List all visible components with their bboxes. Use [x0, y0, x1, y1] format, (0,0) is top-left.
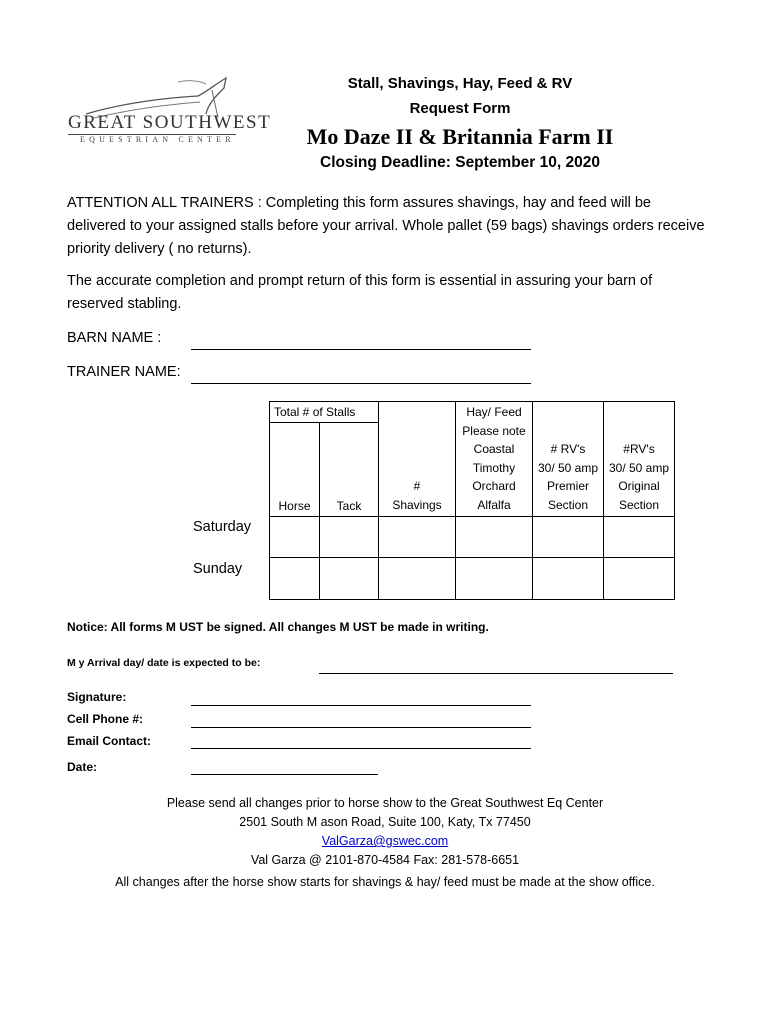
rv-premier-line-4: Section [547, 497, 589, 512]
sunday-rv-premier-cell[interactable] [533, 558, 604, 600]
saturday-tack-cell[interactable] [320, 517, 379, 558]
hay-line-2: Please note [462, 423, 526, 438]
horse-column-header: Horse [270, 423, 320, 516]
email-contact-field[interactable] [191, 748, 531, 749]
rv-premier-column-header [533, 402, 604, 517]
hay-line-1: Hay/ Feed [466, 405, 522, 419]
rv-premier-line-3: Premier [546, 479, 589, 493]
tack-column-header: Tack [336, 499, 362, 513]
logo-subtitle: EQUESTRIAN CENTER [80, 135, 235, 144]
hay-line-5: Orchard [472, 479, 516, 493]
total-stalls-label: Total # of Stalls [270, 402, 378, 423]
notice-text: Notice: All forms M UST be signed. All changes M UST be made in writing. [67, 620, 489, 634]
company-logo [66, 74, 272, 154]
rv-premier-line-1: # RV's [550, 442, 586, 456]
barn-name-field[interactable] [191, 349, 531, 350]
sunday-shavings-cell[interactable] [379, 558, 456, 600]
sunday-tack-cell[interactable] [320, 558, 379, 600]
saturday-hay-cell[interactable] [456, 517, 533, 558]
saturday-horse-cell[interactable] [270, 517, 320, 558]
table-row-sunday [270, 558, 675, 600]
footer-address: 2501 South M ason Road, Suite 100, Katy, Tx 77450 [239, 815, 531, 829]
date-label: Date: [67, 760, 98, 774]
trainer-name-label: TRAINER NAME: [67, 364, 181, 380]
saturday-rv-original-cell[interactable] [604, 517, 675, 558]
rv-original-column-header [604, 402, 675, 517]
shavings-label: Shavings [392, 497, 442, 512]
accuracy-paragraph: The accurate completion and prompt return of this form is essential in assuring your barn of reserved stabling. [67, 273, 653, 312]
footer-phone-fax: Val Garza @ 2101-870-4584 Fax: 281-578-6651 [250, 853, 520, 867]
rv-original-line-2: 30/ 50 amp [608, 460, 670, 475]
form-title-line1: Stall, Shavings, Hay, Feed & RV [347, 75, 573, 92]
hay-line-3: Coastal [473, 442, 515, 456]
rv-original-line-1: #RV's [623, 442, 655, 456]
arrival-label: M y Arrival day/ date is expected to be: [67, 657, 261, 669]
event-name: Mo Daze II & Britannia Farm II [306, 124, 614, 149]
sunday-rv-original-cell[interactable] [604, 558, 675, 600]
shavings-hash: # [413, 479, 421, 493]
email-contact-label: Email Contact: [67, 734, 152, 748]
logo-name: GREAT SOUTHWEST [68, 112, 272, 133]
signature-field[interactable] [191, 705, 531, 706]
total-stalls-header [270, 402, 379, 517]
barn-name-label: BARN NAME : [67, 330, 162, 346]
attention-paragraph: ATTENTION ALL TRAINERS : Completing this form assures shavings, hay and feed will be delivered to your assigned stalls before your arrival. Whole pallet (59 bags) shavings orders receive priority delivery ( no returns). [67, 195, 705, 257]
table-row-saturday [270, 517, 675, 558]
signature-label: Signature: [67, 690, 127, 704]
trainer-name-field[interactable] [191, 383, 531, 384]
arrival-field[interactable] [319, 673, 673, 674]
hay-line-6: Alfalfa [477, 497, 511, 512]
footer-line-1: Please send all changes prior to horse show to the Great Southwest Eq Center [166, 796, 604, 810]
rv-original-line-3: Original [618, 479, 660, 493]
saturday-shavings-cell[interactable] [379, 517, 456, 558]
footer-show-office-note: All changes after the horse show starts for shavings & hay/ feed must be made at the show office. [115, 875, 655, 889]
closing-deadline: Closing Deadline: September 10, 2020 [320, 154, 600, 171]
shavings-column-header [379, 402, 456, 517]
form-title-line2: Request Form [409, 100, 511, 117]
rv-original-line-4: Section [618, 497, 660, 512]
row-label-saturday: Saturday [193, 519, 252, 535]
hay-line-4: Timothy [472, 460, 516, 475]
date-field[interactable] [191, 774, 378, 775]
order-table [269, 401, 675, 600]
sunday-hay-cell[interactable] [456, 558, 533, 600]
saturday-rv-premier-cell[interactable] [533, 517, 604, 558]
hay-feed-column-header [456, 402, 533, 517]
footer-email-link[interactable]: ValGarza@gswec.com [321, 834, 449, 848]
sunday-horse-cell[interactable] [270, 558, 320, 600]
cell-phone-field[interactable] [191, 727, 531, 728]
rv-premier-line-2: 30/ 50 amp [537, 460, 599, 475]
footer-email-wrapper [40, 834, 730, 848]
cell-phone-label: Cell Phone #: [67, 712, 144, 726]
row-label-sunday: Sunday [193, 561, 243, 577]
